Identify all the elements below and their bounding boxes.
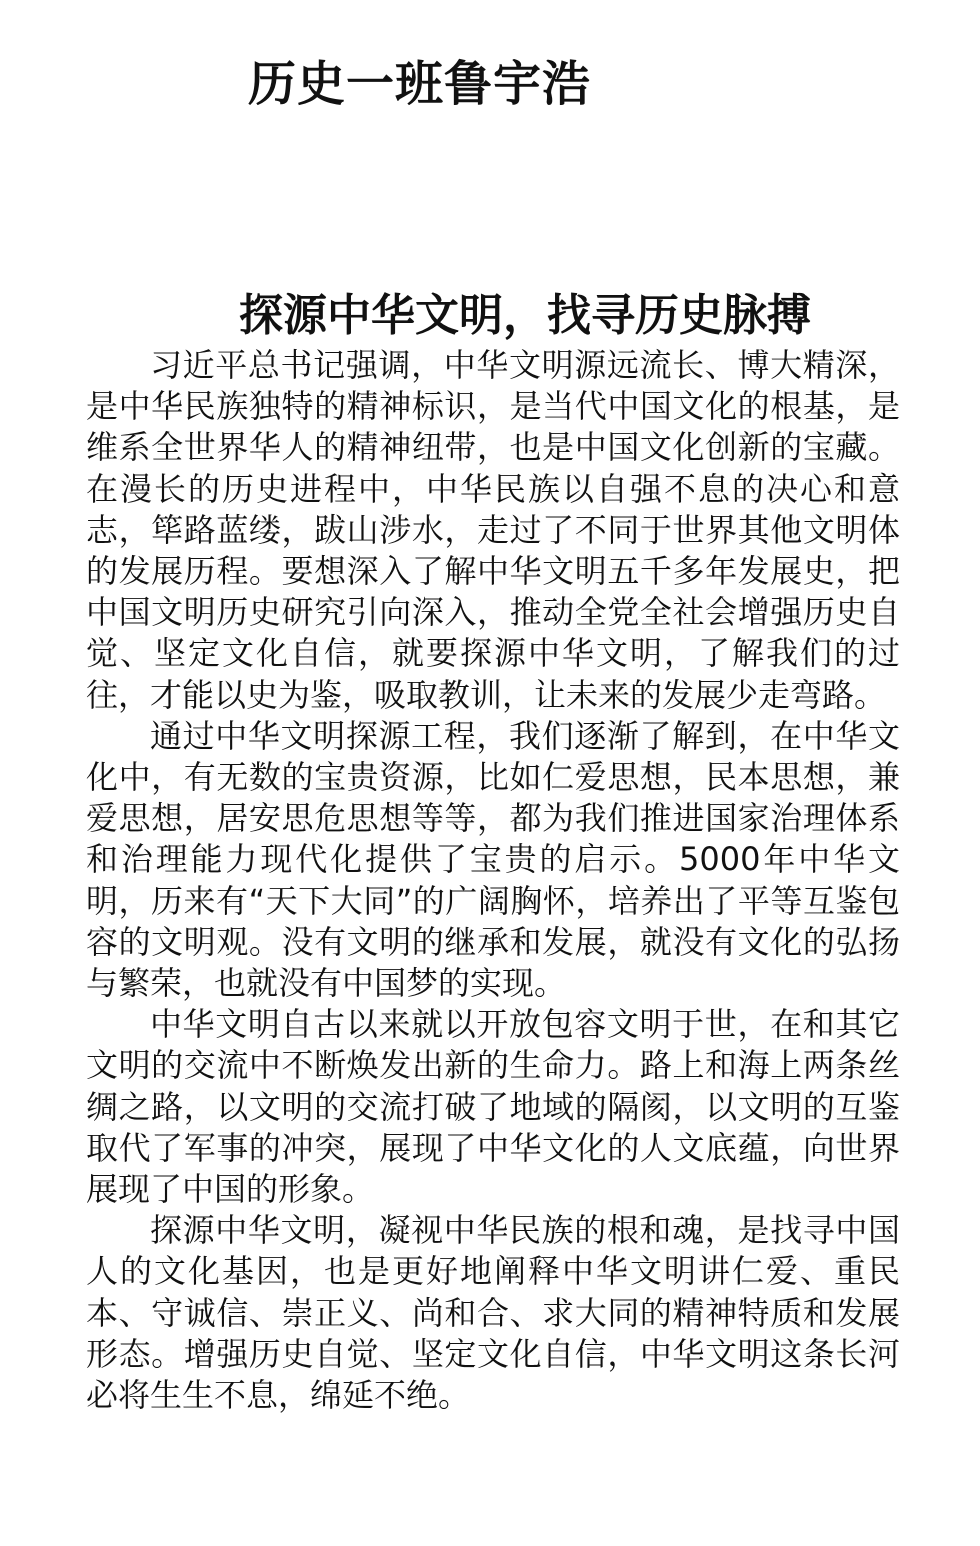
essay-paragraph-3: 中华文明自古以来就以开放包容文明于世，在和其它文明的交流中不断焕发出新的生命力。路上和海上两条丝绸之路，以文明的交流打破了地域的隔阂，以文明的互鉴取代了军事的冲突，展现了中华文化的人文底蕴，向世界展现了中国的形象。 [86, 1005, 900, 1209]
essay-body [86, 345, 900, 1416]
essay-title: 探源中华文明，找寻历史脉搏 [239, 290, 811, 341]
essay-paragraph-1: 习近平总书记强调，中华文明源远流长、博大精深，是中华民族独特的精神标识，是当代中国文化的根基，是维系全世界华人的精神纽带，也是中国文化创新的宝藏。在漫长的历史进程中，中华民族以自强不息的决心和意志，筚路蓝缕，跋山涉水，走过了不同于世界其他文明体的发展历程。要想深入了解中华文明五千多年发展史，把中国文明历史研究引向深入，推动全党全社会增强历史自觉、坚定文化自信，就要探源中华文明，了解我们的过往，才能以史为鉴，吸取教训，让未来的发展少走弯路。 [86, 346, 900, 714]
essay-paragraph-4: 探源中华文明，凝视中华民族的根和魂，是找寻中国人的文化基因，也是更好地阐释中华文明讲仁爱、重民本、守诚信、崇正义、尚和合、求大同的精神特质和发展形态。增强历史自觉、坚定文化自信，中华文明这条长河必将生生不息，绵延不绝。 [86, 1211, 900, 1415]
essay-paragraph-2: 通过中华文明探源工程，我们逐渐了解到，在中华文化中，有无数的宝贵资源，比如仁爱思想，民本思想，兼爱思想，居安思危思想等等，都为我们推进国家治理体系和治理能力现代化提供了宝贵的启示。5000年中华文明，历来有“天下大同”的广阔胸怀，培养出了平等互鉴包容的文明观。没有文明的继承和发展，就没有文化的弘扬与繁荣，也就没有中国梦的实现。 [86, 716, 900, 1003]
author-line: 历史一班鲁宇浩 [248, 56, 592, 112]
